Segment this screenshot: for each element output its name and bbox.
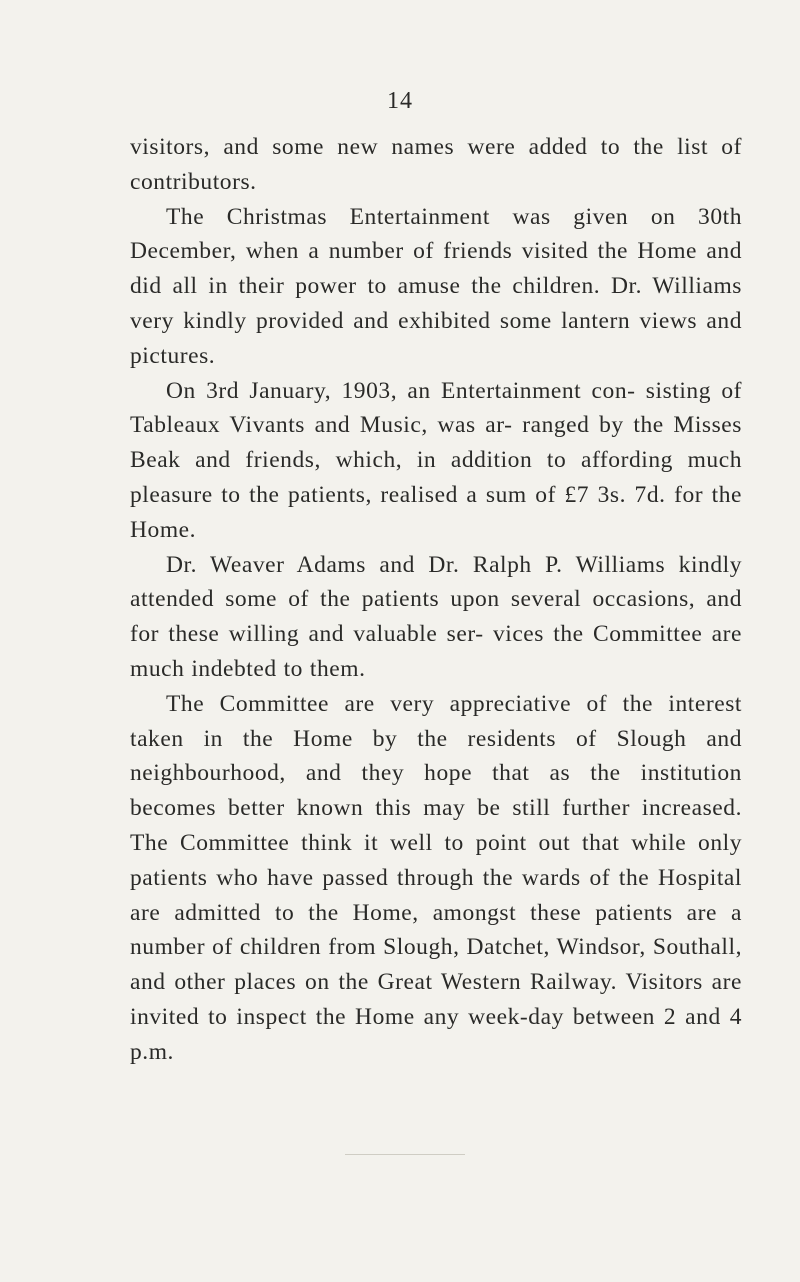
paragraph-continuation: visitors, and some new names were added to the list of contributors. <box>130 134 742 195</box>
paragraph-january-entertainment: On 3rd January, 1903, an Entertainment con- sisting of Tableaux Vivants and Music, was ar- ranged by the Misses Beak and friends, which, in addition to affording much pleasure to the patients, realised a sum of £7 3s. 7d. for the Home. <box>130 377 742 543</box>
page-number: 14 <box>387 88 413 114</box>
paragraph-christmas-entertainment: The Christmas Entertainment was given on 30th December, when a number of friends visited the Home and did all in their power to amuse the children. Dr. Williams very kindly provided and exhibited some lantern views and pictures. <box>130 203 742 369</box>
paragraph-doctors-thanks: Dr. Weaver Adams and Dr. Ralph P. Williams kindly attended some of the patients upon several occasions, and for these willing and valuable ser- vices the Committee are much indebted to them. <box>130 551 742 682</box>
paragraph-committee-appreciation: The Committee are very appreciative of the interest taken in the Home by the residents of Slough and neighbourhood, and they hope that as the institution becomes better known this may be still further increased. The Committee think it well to point out that while only patients who have passed through the wards of the Hospital are admitted to the Home, amongst these patients are a number of children from Slough, Datchet, Windsor, Southall, and other places on the Great Western Railway. Visitors are invited to inspect the Home any week-day between 2 and 4 p.m. <box>130 690 742 1065</box>
closing-rule <box>345 1154 465 1155</box>
body-text <box>130 130 742 1070</box>
